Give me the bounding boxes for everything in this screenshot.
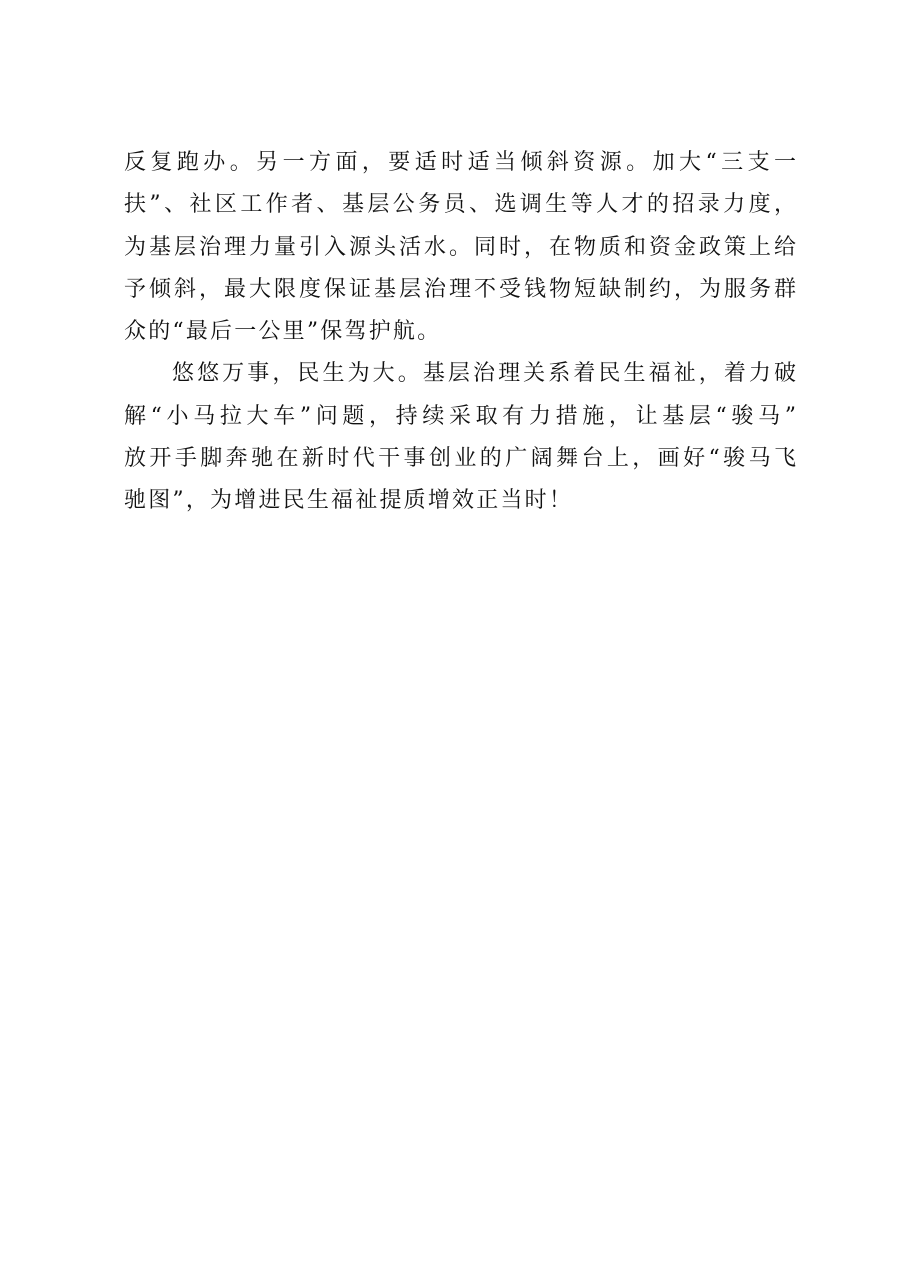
paragraph-2-line-1: [124, 353, 796, 395]
paragraph-2-line-3: [124, 438, 796, 480]
paragraph-1-line-5: [124, 311, 796, 353]
paragraph-1-line-4: [124, 269, 796, 311]
document-body: [124, 142, 796, 523]
text-line: 驰图”，为增进民生福祉提质增效正当时！: [124, 488, 574, 514]
text-line: 放开手脚奔驰在新时代干事创业的广阔舞台上，画好“骏马飞: [124, 446, 796, 472]
text-line: 反复跑办。另一方面，要适时适当倾斜资源。加大“三支一: [124, 150, 796, 175]
text-line: 为基层治理力量引入源头活水。同时，在物质和资金政策上给: [124, 234, 796, 260]
paragraph-2-line-4: [124, 480, 796, 522]
text-line: 扶”、社区工作者、基层公务员、选调生等人才的招录力度，: [124, 192, 796, 218]
paragraph-1-line-1: [124, 142, 796, 184]
text-line: 悠悠万事，民生为大。基层治理关系着民生福祉，着力破: [172, 361, 796, 387]
paragraph-2-line-2: [124, 396, 796, 438]
text-line: 众的“最后一公里”保驾护航。: [124, 319, 442, 345]
paragraph-1-line-2: [124, 184, 796, 226]
text-line: 予倾斜，最大限度保证基层治理不受钱物短缺制约，为服务群: [124, 276, 796, 302]
text-line: 解“小马拉大车”问题，持续采取有力措施，让基层“骏马”: [124, 403, 796, 429]
paragraph-1-line-3: [124, 227, 796, 269]
